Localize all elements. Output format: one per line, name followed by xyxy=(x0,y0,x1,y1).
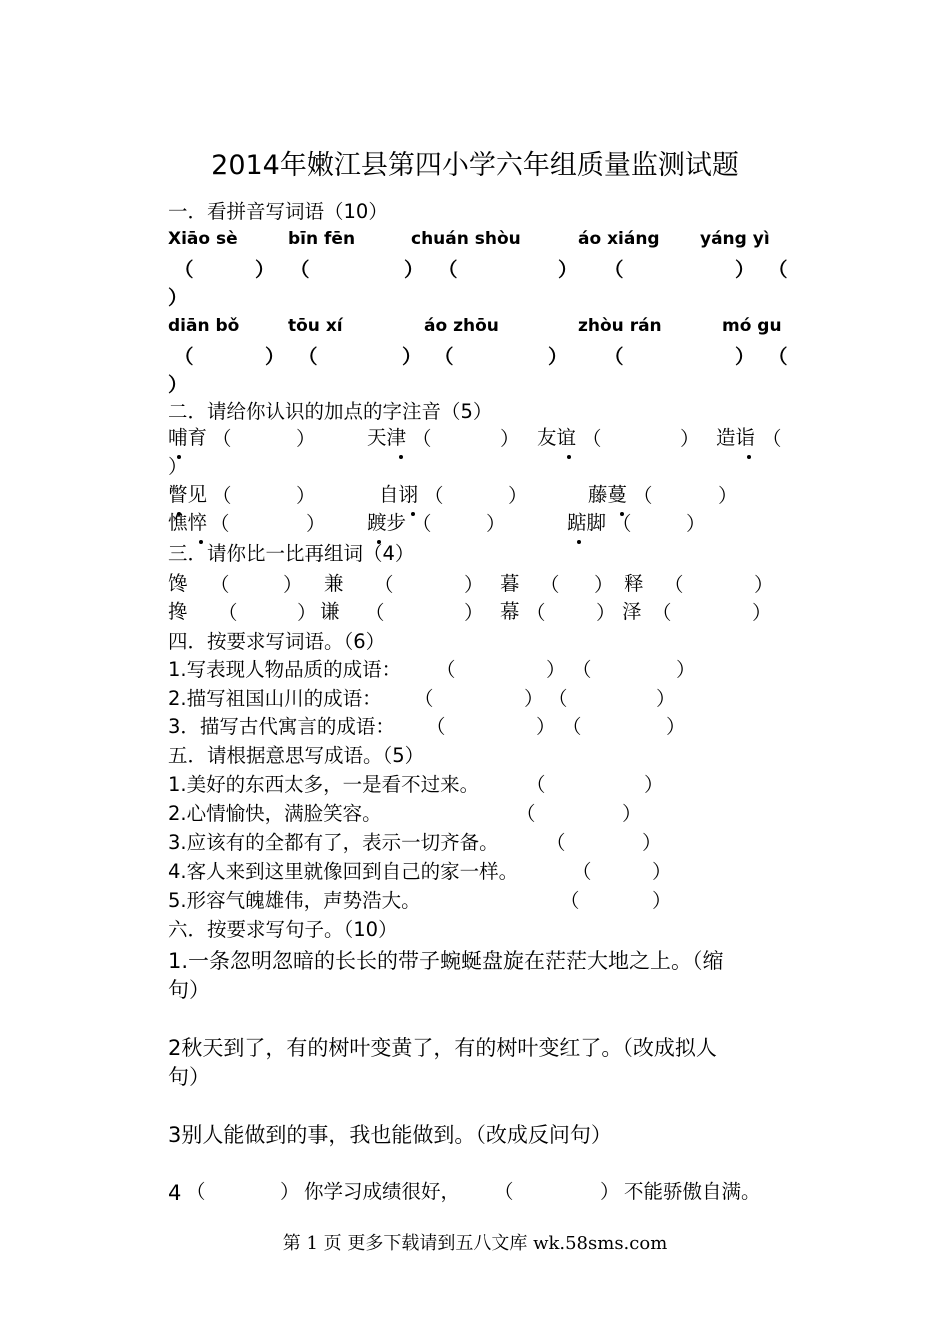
answer-paren-close: ） xyxy=(486,512,506,535)
answer-paren-close: ） xyxy=(644,773,664,796)
question-text: 不能骄傲自满。 xyxy=(624,1180,761,1203)
question-text: 1.写表现人物品质的成语： xyxy=(168,658,402,681)
answer-paren-close: ） xyxy=(680,427,700,450)
page-title: 2014年嫩江县第四小学六年组质量监测试题 xyxy=(211,150,739,181)
character: 搀 xyxy=(168,600,188,623)
section-1-heading: 一．看拼音写词语（10） xyxy=(168,200,388,223)
pinyin: diān bǒ xyxy=(168,316,240,336)
answer-paren-open: （ xyxy=(414,687,434,710)
word: 踱步 xyxy=(367,511,407,534)
character: 谦 xyxy=(320,600,340,623)
answer-paren-open: （ xyxy=(436,658,456,681)
pinyin: chuán shòu xyxy=(411,229,521,249)
emphasis-dot xyxy=(747,455,751,459)
word: 憔悴 xyxy=(168,511,208,534)
answer-paren-close: ） xyxy=(168,286,188,309)
question-text: 2.描写祖国山川的成语： xyxy=(168,687,382,710)
answer-paren-open: （ xyxy=(572,658,592,681)
answer-paren-close: ） xyxy=(536,715,556,738)
emphasis-dot xyxy=(567,455,571,459)
answer-paren-open: （ xyxy=(572,860,592,883)
pinyin: Xiāo sè xyxy=(168,229,238,249)
section-6-heading: 六．按要求写句子。（10） xyxy=(168,918,398,941)
answer-paren-close: ） xyxy=(686,512,706,535)
word: 藤蔓 xyxy=(588,483,628,506)
answer-paren-close: ） xyxy=(297,601,317,624)
answer-paren-open: （ xyxy=(562,715,582,738)
answer-paren-close: ） xyxy=(652,860,672,883)
section-3-heading: 三．请你比一比再组词（4） xyxy=(168,542,415,565)
answer-paren-open: （ xyxy=(438,258,458,281)
answer-paren-close: ） xyxy=(168,373,188,396)
section-5-heading: 五．请根据意思写成语。（5） xyxy=(168,744,425,767)
answer-paren-open: （ xyxy=(664,573,684,596)
question-text: 3.应该有的全都有了，表示一切齐备。 xyxy=(168,831,499,854)
character: 兼 xyxy=(324,572,344,595)
question-text: 3别人能做到的事，我也能做到。（改成反问句） xyxy=(168,1123,612,1147)
answer-paren-open: （ xyxy=(424,484,444,507)
answer-paren-open: （ xyxy=(604,258,624,281)
answer-paren-close: ） xyxy=(283,573,303,596)
pinyin: yáng yì xyxy=(700,229,770,249)
answer-paren-open: （ xyxy=(218,601,238,624)
answer-paren-close: ） xyxy=(168,455,188,478)
answer-paren-open: （ xyxy=(546,831,566,854)
character: 暮 xyxy=(500,572,520,595)
answer-paren-close: ） xyxy=(656,687,676,710)
emphasis-dot xyxy=(577,540,581,544)
answer-paren-open: （ xyxy=(186,1180,206,1203)
question-text: 5.形容气魄雄伟，声势浩大。 xyxy=(168,889,421,912)
pinyin: áo xiáng xyxy=(578,229,660,249)
answer-paren-close: ） xyxy=(464,601,484,624)
answer-paren-open: （ xyxy=(762,427,782,450)
answer-paren-close: ） xyxy=(508,484,528,507)
pinyin: tōu xí xyxy=(288,316,343,336)
answer-paren-close: ） xyxy=(558,258,578,281)
answer-paren-close: ） xyxy=(280,1180,300,1203)
answer-paren-close: ） xyxy=(594,573,614,596)
answer-paren-close: ） xyxy=(666,715,686,738)
answer-paren-close: ） xyxy=(622,802,642,825)
answer-paren-close: ） xyxy=(524,687,544,710)
answer-paren-open: （ xyxy=(582,427,602,450)
answer-paren-open: （ xyxy=(604,345,624,368)
word: 友谊 xyxy=(537,426,577,449)
answer-paren-close: ） xyxy=(735,345,755,368)
answer-paren-open: （ xyxy=(210,573,230,596)
question-text: 3．描写古代寓言的成语： xyxy=(168,715,395,738)
answer-paren-close: ） xyxy=(548,345,568,368)
answer-paren-open: （ xyxy=(540,573,560,596)
answer-paren-open: （ xyxy=(526,773,546,796)
answer-paren-close: ） xyxy=(265,345,285,368)
emphasis-dot xyxy=(399,455,403,459)
answer-paren-close: ） xyxy=(735,258,755,281)
question-text: 句） xyxy=(168,978,210,1002)
word: 哺育 xyxy=(168,426,208,449)
pinyin: áo zhōu xyxy=(424,316,499,336)
answer-paren-close: ） xyxy=(754,573,774,596)
answer-paren-close: ） xyxy=(676,658,696,681)
answer-paren-open: （ xyxy=(652,601,672,624)
answer-paren-close: ） xyxy=(642,831,662,854)
answer-paren-open: （ xyxy=(516,802,536,825)
answer-paren-open: （ xyxy=(768,345,788,368)
answer-paren-close: ） xyxy=(752,601,772,624)
answer-paren-open: （ xyxy=(365,601,385,624)
answer-paren-open: （ xyxy=(174,258,194,281)
question-text: 你学习成绩很好， xyxy=(304,1180,461,1203)
character: 馋 xyxy=(168,572,188,595)
answer-paren-close: ） xyxy=(546,658,566,681)
answer-paren-close: ） xyxy=(600,1180,620,1203)
word: 踮脚 xyxy=(567,511,607,534)
answer-paren-open: （ xyxy=(768,258,788,281)
answer-paren-close: ） xyxy=(402,345,422,368)
answer-paren-close: ） xyxy=(652,889,672,912)
section-4-heading: 四．按要求写词语。（6） xyxy=(168,630,386,653)
answer-paren-close: ） xyxy=(464,573,484,596)
section-2-heading: 二．请给你认识的加点的字注音（5） xyxy=(168,400,493,423)
character: 释 xyxy=(624,572,644,595)
answer-paren-open: （ xyxy=(494,1180,514,1203)
answer-paren-open: （ xyxy=(298,345,318,368)
answer-paren-close: ） xyxy=(596,601,616,624)
answer-paren-open: （ xyxy=(526,601,546,624)
character: 幕 xyxy=(500,600,520,623)
answer-paren-close: ） xyxy=(718,484,738,507)
word: 自诩 xyxy=(379,483,419,506)
answer-paren-open: （ xyxy=(212,427,232,450)
question-text: 1.一条忽明忽暗的长长的带子蜿蜒盘旋在茫茫大地之上。（缩 xyxy=(168,949,724,973)
answer-paren-open: （ xyxy=(548,687,568,710)
answer-paren-open: （ xyxy=(633,484,653,507)
question-text: 4.客人来到这里就像回到自己的家一样。 xyxy=(168,860,519,883)
character: 泽 xyxy=(622,600,642,623)
question-number: 4 xyxy=(168,1181,182,1205)
answer-paren-close: ） xyxy=(404,258,424,281)
answer-paren-open: （ xyxy=(212,484,232,507)
answer-paren-open: （ xyxy=(434,345,454,368)
pinyin: zhòu rán xyxy=(578,316,662,336)
answer-paren-close: ） xyxy=(296,484,316,507)
question-text: 1.美好的东西太多，一是看不过来。 xyxy=(168,773,480,796)
word: 天津 xyxy=(367,426,407,449)
page-footer: 第 1 页 更多下载请到五八文库 wk.58sms.com xyxy=(282,1233,668,1254)
answer-paren-close: ） xyxy=(500,427,520,450)
answer-paren-close: ） xyxy=(255,258,275,281)
answer-paren-open: （ xyxy=(210,512,230,535)
answer-paren-open: （ xyxy=(412,512,432,535)
word: 瞥见 xyxy=(168,483,208,506)
question-text: 句） xyxy=(168,1065,210,1089)
answer-paren-open: （ xyxy=(290,258,310,281)
answer-paren-open: （ xyxy=(174,345,194,368)
answer-paren-close: ） xyxy=(296,427,316,450)
answer-paren-open: （ xyxy=(412,427,432,450)
answer-paren-open: （ xyxy=(612,512,632,535)
answer-paren-close: ） xyxy=(306,512,326,535)
word: 造诣 xyxy=(716,426,756,449)
question-text: 2秋天到了，有的树叶变黄了，有的树叶变红了。（改成拟人 xyxy=(168,1036,717,1060)
answer-paren-open: （ xyxy=(560,889,580,912)
question-text: 2.心情愉快，满脸笑容。 xyxy=(168,802,382,825)
pinyin: mó gu xyxy=(722,316,782,336)
answer-paren-open: （ xyxy=(426,715,446,738)
answer-paren-open: （ xyxy=(374,573,394,596)
pinyin: bīn fēn xyxy=(288,229,356,249)
